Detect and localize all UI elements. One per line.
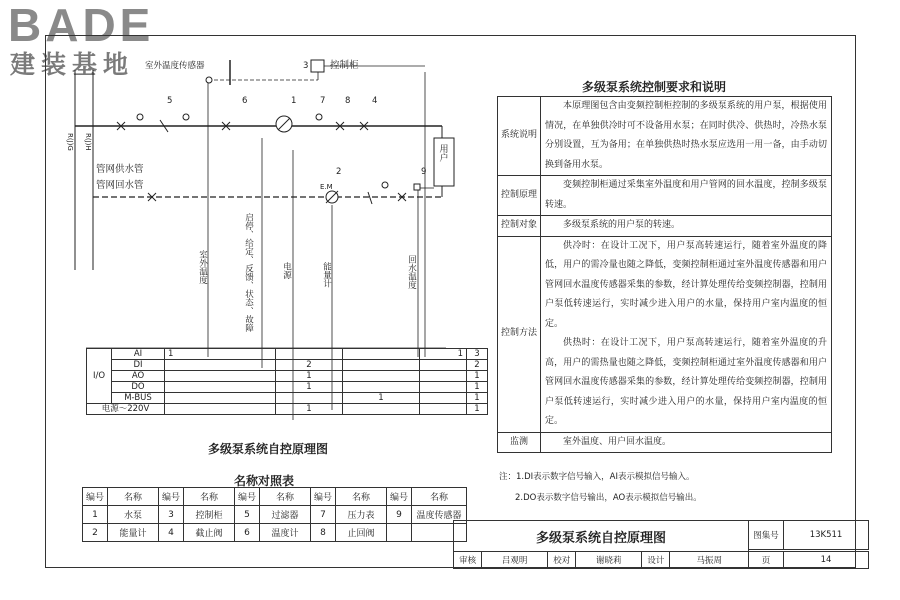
io-cell: 1: [276, 371, 343, 382]
brand-subtitle: 建装基地: [10, 50, 135, 79]
cell: 8: [311, 524, 336, 542]
component-number-4: 4: [372, 96, 378, 106]
io-name: AO: [112, 371, 165, 382]
io-cell: [420, 382, 467, 393]
control-cabinet-label: 控制柜: [330, 60, 359, 71]
spec-row-principle: [498, 176, 832, 216]
design-label: 设计: [642, 552, 670, 569]
checker-name: 谢晓莉: [576, 552, 642, 569]
page-label: 页: [749, 552, 784, 569]
cell: 过滤器: [260, 506, 311, 524]
io-row-ao: [87, 371, 488, 382]
header-cell: 编号: [83, 488, 108, 506]
io-cell: 1: [165, 349, 276, 360]
cell: 压力表: [336, 506, 387, 524]
io-total: 1: [467, 404, 488, 415]
atlas-number: 13K511: [784, 521, 869, 550]
header-cell: 编号: [159, 488, 184, 506]
io-name: DI: [112, 360, 165, 371]
spec-key: 控制对象: [498, 216, 541, 237]
cell: 能量计: [108, 524, 159, 542]
name-table-header: [83, 488, 467, 506]
component-number-2: 2: [336, 167, 342, 177]
io-cell: 1: [276, 404, 343, 415]
spec-value: 变频控制柜通过采集室外温度和用户管网的回水温度，控制多级泵转速。: [541, 176, 832, 216]
cell: 止回阀: [336, 524, 387, 542]
user-label: 用户: [439, 145, 449, 164]
cell: 6: [235, 524, 260, 542]
io-group-label: I/O: [87, 349, 112, 404]
io-cell: [276, 349, 343, 360]
atlas-label: 图集号: [749, 521, 784, 550]
spec-value: 本原理图包含由变频控制柜控制的多级泵系统的用户泵，根据使用情况，在单独供冷时可不设备用水泵；在同时供冷、供热时，冷热水泵分别设置，互为备用；在单独供热时热水泵应选用一用一备，由手动切换到备用水泵。: [541, 97, 832, 176]
return-riser-label: R(J)H: [84, 133, 92, 151]
spec-value: 多级泵系统的用户泵的转速。: [541, 216, 832, 237]
cell: 4: [159, 524, 184, 542]
io-table: [86, 348, 488, 415]
spec-title: 多级泵系统控制要求和说明: [582, 80, 727, 94]
io-cell: 1: [420, 349, 467, 360]
header-cell: 编号: [311, 488, 336, 506]
io-cell: [165, 382, 276, 393]
io-row-power: [87, 404, 488, 415]
cell: 控制柜: [184, 506, 235, 524]
spec-row-monitor: [498, 432, 832, 453]
supply-pipe-label: 管网供水管: [96, 164, 144, 175]
table-row: [83, 506, 467, 524]
designer-name: 马振周: [670, 552, 749, 569]
title-block: [453, 520, 869, 569]
header-cell: 名称: [108, 488, 159, 506]
diagram-caption: 多级泵系统自控原理图: [208, 442, 329, 456]
cell: 9: [387, 506, 412, 524]
name-table-title: 名称对照表: [234, 474, 295, 488]
spec-row-object: [498, 216, 832, 237]
io-row-ai: [87, 349, 488, 360]
review-label: 审核: [454, 552, 482, 569]
spec-row-method: [498, 236, 832, 432]
control-cabinet-box: [311, 60, 324, 72]
drawing-title: 多级泵系统自控原理图: [454, 521, 749, 552]
io-row-di: [87, 360, 488, 371]
header-cell: 编号: [387, 488, 412, 506]
io-cell: 1: [276, 382, 343, 393]
signal-outdoor-temp: 室外温度: [197, 250, 208, 284]
cell: 2: [83, 524, 108, 542]
io-cell: [276, 393, 343, 404]
spec-key: 控制原理: [498, 176, 541, 216]
check-label: 校对: [548, 552, 576, 569]
component-number-8: 8: [345, 96, 351, 106]
cell: 截止阀: [184, 524, 235, 542]
io-cell: [420, 360, 467, 371]
spec-heating-text: 供热时：在设计工况下，用户泵高转速运行，随着室外温度的升高，用户的需热量也随之降低，变频控制柜通过室外温度传感器和用户管网回水温度传感器采集的参数，经计算处理传给变频控制器，控制用户泵低转速运行，实时减少进入用户的水量，保持用户室内温度的恒定。: [545, 338, 827, 426]
io-cell: [343, 360, 420, 371]
io-cell: [165, 404, 276, 415]
spec-value: 室外温度、用户回水温度。: [541, 432, 832, 453]
io-row-do: [87, 382, 488, 393]
cell: [387, 524, 412, 542]
spec-row-system: [498, 97, 832, 176]
signal-energy-meter: 能量计: [321, 262, 332, 288]
component-number-5: 5: [167, 96, 173, 106]
component-number-1: 1: [291, 96, 297, 106]
brand-logo: BADE: [8, 0, 155, 51]
header-cell: 编号: [235, 488, 260, 506]
io-cell: [420, 393, 467, 404]
spec-cooling-text: 供冷时：在设计工况下，用户泵高转速运行，随着室外温度的降低，用户的需冷量也随之降低，变频控制柜通过室外温度传感器和用户管网回水温度传感器采集的参数，经计算处理传给变频控制器，控制用户泵低转速运行，实时减少进入用户的水量，保持用户室内温度的恒定。: [545, 240, 827, 329]
signal-control: 启停、给定、反馈、状态、故障: [243, 213, 254, 332]
header-cell: 名称: [336, 488, 387, 506]
reviewer-name: 吕观明: [482, 552, 548, 569]
header-cell: 名称: [412, 488, 467, 506]
io-name: M-BUS: [112, 393, 165, 404]
io-total: 1: [467, 393, 488, 404]
io-cell: 1: [343, 393, 420, 404]
spec-value-method: [541, 236, 832, 432]
io-total: 2: [467, 360, 488, 371]
component-number-9: 9: [421, 167, 427, 177]
io-cell: [420, 404, 467, 415]
io-cell: [343, 404, 420, 415]
signal-power: 电源: [281, 262, 292, 279]
io-total: 1: [467, 371, 488, 382]
component-number-7: 7: [320, 96, 326, 106]
cell: 温度传感器: [412, 506, 467, 524]
io-cell: [420, 371, 467, 382]
io-total: 3: [467, 349, 488, 360]
component-number-6: 6: [242, 96, 248, 106]
io-name: DO: [112, 382, 165, 393]
note-1: 注：1.DI表示数字信号输入，AI表示模拟信号输入。: [499, 472, 695, 482]
cell: 3: [159, 506, 184, 524]
io-cell: [165, 360, 276, 371]
outdoor-sensor-label: 室外温度传感器: [145, 61, 205, 71]
spec-key: 监测: [498, 432, 541, 453]
io-row-mbus: [87, 393, 488, 404]
header-cell: 名称: [260, 488, 311, 506]
cell: 水泵: [108, 506, 159, 524]
io-cell: [165, 371, 276, 382]
note-2: 2.DO表示数字信号输出，AO表示模拟信号输出。: [515, 493, 702, 503]
page-number: 14: [784, 552, 869, 569]
signal-return-temp: 回水温度: [406, 255, 417, 289]
io-name: 电源～220V: [87, 404, 165, 415]
io-cell: [165, 393, 276, 404]
name-table: [82, 487, 467, 542]
io-cell: [343, 349, 420, 360]
io-cell: [343, 382, 420, 393]
io-cell: 2: [276, 360, 343, 371]
header-cell: 名称: [184, 488, 235, 506]
cell: 温度计: [260, 524, 311, 542]
cell: 1: [83, 506, 108, 524]
component-number-3: 3: [303, 61, 309, 71]
spec-key: 系统说明: [498, 97, 541, 176]
io-cell: [343, 371, 420, 382]
io-name: AI: [112, 349, 165, 360]
cell: 7: [311, 506, 336, 524]
table-row: [83, 524, 467, 542]
return-pipe-label: 管网回水管: [96, 180, 144, 191]
spec-table: [497, 96, 832, 453]
io-total: 1: [467, 382, 488, 393]
em-label: E.M: [320, 183, 333, 191]
cell: 5: [235, 506, 260, 524]
spec-key: 控制方法: [498, 236, 541, 432]
supply-riser-label: R(J)G: [66, 133, 74, 151]
